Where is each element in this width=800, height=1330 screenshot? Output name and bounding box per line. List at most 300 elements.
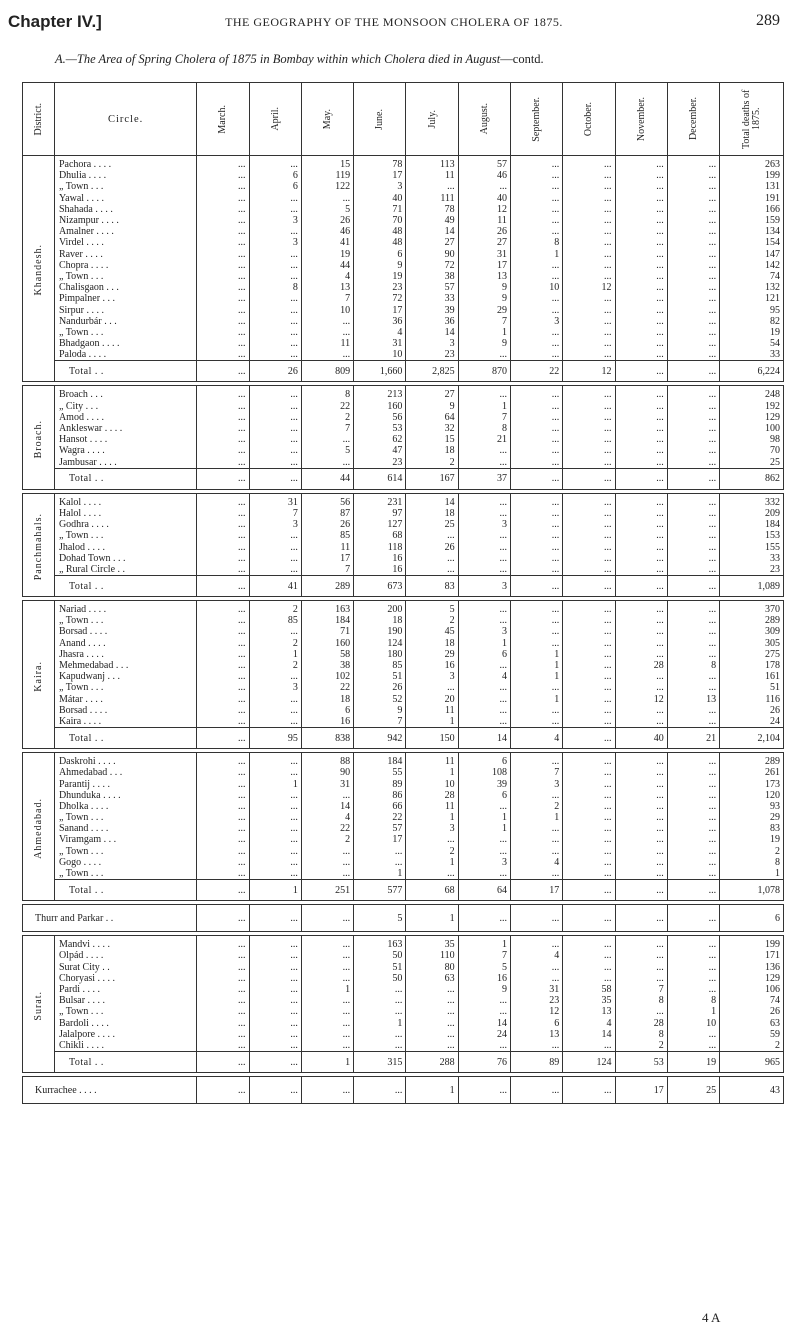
cell-value: ...: [249, 327, 301, 338]
circle-name: Nariad . . . .: [54, 601, 196, 616]
district-cell: [23, 753, 55, 901]
cell-value: ...: [301, 868, 353, 880]
cell-value: 48: [354, 226, 406, 237]
cell-value: ...: [615, 204, 667, 215]
table-row: [23, 553, 784, 564]
cell-value: ...: [667, 564, 719, 576]
cell-value: ...: [563, 434, 615, 445]
cell-value: 14: [406, 226, 458, 237]
cell-value: 6: [510, 1017, 562, 1028]
cell-value: 4: [510, 857, 562, 868]
cell-value: ...: [197, 753, 249, 768]
cell-value: ...: [249, 995, 301, 1006]
cell-value: ...: [563, 530, 615, 541]
cell-value: 7: [354, 716, 406, 728]
cell-value: ...: [510, 1040, 562, 1052]
cell-value: 127: [354, 519, 406, 530]
cell-value: 17: [301, 553, 353, 564]
cell-value: 90: [406, 249, 458, 260]
cell-value: 3: [249, 519, 301, 530]
table-row: [23, 215, 784, 226]
total-value: ...: [197, 576, 249, 597]
table-row: [23, 812, 784, 823]
cell-value: ...: [563, 962, 615, 973]
cell-value: ...: [615, 412, 667, 423]
total-value: ...: [563, 728, 615, 749]
cell-value: ...: [615, 1006, 667, 1017]
cell-value: 40: [354, 193, 406, 204]
total-row: [23, 880, 784, 901]
cell-value: 9: [458, 338, 510, 349]
cell-value: 14: [301, 801, 353, 812]
cell-value: ...: [249, 156, 301, 171]
cell-value: ...: [563, 868, 615, 880]
circle-name: „ Town . . .: [54, 615, 196, 626]
cell-value: ...: [615, 615, 667, 626]
total-label: Total . .: [54, 728, 196, 749]
cell-value: ...: [197, 790, 249, 801]
cell-value: ...: [301, 857, 353, 868]
cell-value: ...: [615, 401, 667, 412]
table-row: [23, 834, 784, 845]
cell-value: 17: [354, 170, 406, 181]
cell-value: 11: [406, 801, 458, 812]
cell-value: ...: [563, 327, 615, 338]
cell-value: ...: [197, 204, 249, 215]
cell-value: ...: [301, 1029, 353, 1040]
table-row: [23, 649, 784, 660]
cell-value: ...: [615, 682, 667, 693]
table-row: [23, 995, 784, 1006]
circle-name: „ Town . . .: [54, 181, 196, 192]
table-row: [23, 801, 784, 812]
cell-value: 2: [249, 601, 301, 616]
cell-value: ...: [301, 1017, 353, 1028]
cell-value: 28: [406, 790, 458, 801]
cell-value: 116: [720, 694, 784, 705]
cell-value: ...: [249, 753, 301, 768]
cell-value: 120: [720, 790, 784, 801]
cell-value: 18: [406, 508, 458, 519]
circle-name: Bardoli . . . .: [54, 1017, 196, 1028]
cell-value: 35: [406, 936, 458, 951]
cell-value: ...: [615, 834, 667, 845]
cell-value: 2: [249, 660, 301, 671]
cell-value: ...: [615, 823, 667, 834]
cell-value: ...: [458, 564, 510, 576]
circle-name: Jhasra . . . .: [54, 649, 196, 660]
district-label: Khandesh.: [32, 244, 44, 296]
cell-value: ...: [563, 304, 615, 315]
cell-value: ...: [406, 1006, 458, 1017]
table-row: [23, 778, 784, 789]
cell-value: ...: [563, 156, 615, 171]
cell-value: ...: [510, 508, 562, 519]
total-value: ...: [197, 468, 249, 489]
cell-value: ...: [406, 834, 458, 845]
total-value: ...: [249, 1052, 301, 1073]
cell-value: ...: [667, 530, 719, 541]
total-value: 289: [301, 576, 353, 597]
total-row: [23, 576, 784, 597]
total-value: 12: [563, 361, 615, 382]
cell-value: ...: [249, 694, 301, 705]
cell-value: ...: [197, 705, 249, 716]
cell-value: 1: [406, 1077, 458, 1104]
cell-value: 80: [406, 962, 458, 973]
cell-value: 3: [354, 181, 406, 192]
cell-value: ...: [406, 1029, 458, 1040]
cell-value: ...: [197, 271, 249, 282]
cell-value: ...: [563, 181, 615, 192]
cell-value: ...: [197, 601, 249, 616]
cell-value: ...: [458, 386, 510, 401]
cell-value: ...: [563, 260, 615, 271]
district-cell: [23, 493, 55, 596]
cell-value: 180: [354, 649, 406, 660]
cell-value: ...: [197, 434, 249, 445]
cell-value: ...: [301, 950, 353, 961]
cell-value: 153: [720, 530, 784, 541]
cell-value: ...: [458, 181, 510, 192]
cell-value: ...: [249, 671, 301, 682]
cell-value: 1: [458, 812, 510, 823]
cell-value: ...: [510, 868, 562, 880]
cell-value: ...: [406, 553, 458, 564]
cell-value: ...: [197, 973, 249, 984]
cell-value: 129: [720, 973, 784, 984]
total-value: 89: [510, 1052, 562, 1073]
cell-value: ...: [563, 493, 615, 508]
total-label: Total . .: [54, 576, 196, 597]
table-row: [23, 493, 784, 508]
total-value: ...: [667, 468, 719, 489]
cell-value: 74: [720, 271, 784, 282]
cell-value: ...: [667, 868, 719, 880]
cell-value: ...: [197, 682, 249, 693]
cell-value: 7: [249, 508, 301, 519]
table-row: [23, 601, 784, 616]
cell-value: ...: [458, 834, 510, 845]
cell-value: 199: [720, 936, 784, 951]
circle-name: Jalalpore . . . .: [54, 1029, 196, 1040]
cell-value: ...: [615, 156, 667, 171]
cell-value: 19: [354, 271, 406, 282]
cell-value: 248: [720, 386, 784, 401]
cell-value: ...: [615, 193, 667, 204]
cell-value: ...: [615, 304, 667, 315]
cell-value: ...: [615, 553, 667, 564]
cell-value: ...: [615, 226, 667, 237]
cell-value: ...: [563, 349, 615, 361]
table-row: [23, 790, 784, 801]
cell-value: 119: [301, 170, 353, 181]
cell-value: 3: [249, 682, 301, 693]
cell-value: ...: [563, 812, 615, 823]
cell-value: 9: [458, 282, 510, 293]
total-value: 942: [354, 728, 406, 749]
total-value: 2,825: [406, 361, 458, 382]
table-row: [23, 541, 784, 552]
total-value: 95: [249, 728, 301, 749]
cell-value: ...: [510, 327, 562, 338]
cell-value: 5: [458, 962, 510, 973]
cell-value: ...: [563, 445, 615, 456]
circle-name: Kurrachee . . . .: [23, 1077, 197, 1104]
cell-value: 17: [354, 834, 406, 845]
cell-value: 97: [354, 508, 406, 519]
cell-value: ...: [354, 857, 406, 868]
cell-value: 71: [354, 204, 406, 215]
cholera-deaths-table: [22, 82, 784, 1104]
cell-value: ...: [458, 868, 510, 880]
circle-name: Sirpur . . . .: [54, 304, 196, 315]
circle-name: Gogo . . . .: [54, 857, 196, 868]
table-row: [23, 973, 784, 984]
cell-value: 27: [458, 237, 510, 248]
total-value: 1,078: [720, 880, 784, 901]
cell-value: 32: [406, 423, 458, 434]
cell-value: ...: [563, 237, 615, 248]
total-value: 83: [406, 576, 458, 597]
cell-value: ...: [458, 660, 510, 671]
cell-value: ...: [301, 973, 353, 984]
cell-value: 178: [720, 660, 784, 671]
cell-value: 4: [301, 812, 353, 823]
cell-value: 173: [720, 778, 784, 789]
cell-value: ...: [249, 790, 301, 801]
total-label: Total . .: [54, 880, 196, 901]
cell-value: 25: [720, 457, 784, 469]
cell-value: ...: [667, 753, 719, 768]
circle-name: Dhulia . . . .: [54, 170, 196, 181]
cell-value: ...: [197, 260, 249, 271]
cell-value: 7: [301, 293, 353, 304]
cell-value: 275: [720, 649, 784, 660]
cell-value: 8: [249, 282, 301, 293]
district-cell: [23, 156, 55, 382]
cell-value: 12: [563, 282, 615, 293]
cell-value: ...: [249, 401, 301, 412]
cell-value: ...: [197, 282, 249, 293]
cell-value: 44: [301, 260, 353, 271]
cell-value: ...: [615, 962, 667, 973]
cell-value: 4: [510, 950, 562, 961]
cell-value: ...: [510, 626, 562, 637]
cell-value: 31: [301, 778, 353, 789]
cell-value: 132: [720, 282, 784, 293]
cell-value: ...: [667, 423, 719, 434]
cell-value: 1: [249, 778, 301, 789]
col-october: October.: [563, 83, 615, 156]
cell-value: ...: [249, 936, 301, 951]
circle-name: Amalner . . . .: [54, 226, 196, 237]
cell-value: 18: [406, 445, 458, 456]
cell-value: ...: [458, 905, 510, 932]
cell-value: ...: [510, 705, 562, 716]
cell-value: 49: [406, 215, 458, 226]
cell-value: 50: [354, 973, 406, 984]
table-row: [23, 753, 784, 768]
table-row: [23, 508, 784, 519]
cell-value: ...: [563, 857, 615, 868]
circle-name: „ Town . . .: [54, 530, 196, 541]
cell-value: ...: [563, 316, 615, 327]
cell-value: ...: [197, 984, 249, 995]
cell-value: 17: [458, 260, 510, 271]
cell-value: 58: [563, 984, 615, 995]
col-district: District.: [23, 83, 55, 156]
cell-value: 33: [406, 293, 458, 304]
cell-value: 28: [615, 660, 667, 671]
cell-value: 16: [458, 973, 510, 984]
cell-value: ...: [615, 753, 667, 768]
cell-value: ...: [615, 626, 667, 637]
table-row: [23, 868, 784, 880]
cell-value: ...: [197, 412, 249, 423]
cell-value: 171: [720, 950, 784, 961]
cell-value: ...: [667, 905, 719, 932]
cell-value: ...: [563, 226, 615, 237]
circle-name: Jhalod . . . .: [54, 541, 196, 552]
cell-value: 7: [301, 423, 353, 434]
cell-value: ...: [249, 626, 301, 637]
cell-value: ...: [615, 778, 667, 789]
cell-value: ...: [354, 1040, 406, 1052]
cell-value: ...: [667, 846, 719, 857]
cell-value: 261: [720, 767, 784, 778]
circle-name: Viramgam . . .: [54, 834, 196, 845]
cell-value: 159: [720, 215, 784, 226]
cell-value: 72: [406, 260, 458, 271]
cell-value: ...: [563, 423, 615, 434]
cell-value: 121: [720, 293, 784, 304]
table-row: [23, 170, 784, 181]
cell-value: 26: [458, 226, 510, 237]
single-circle-row: [23, 905, 784, 932]
cell-value: ...: [563, 823, 615, 834]
cell-value: 26: [720, 1006, 784, 1017]
cell-value: ...: [354, 1077, 406, 1104]
cell-value: 74: [720, 995, 784, 1006]
cell-value: ...: [615, 846, 667, 857]
cell-value: ...: [197, 615, 249, 626]
cell-value: 8: [720, 857, 784, 868]
circle-name: Pachora . . . .: [54, 156, 196, 171]
circle-name: Wagra . . . .: [54, 445, 196, 456]
cell-value: ...: [563, 753, 615, 768]
cell-value: ...: [510, 905, 562, 932]
cell-value: ...: [615, 857, 667, 868]
table-row: [23, 327, 784, 338]
district-cell: [23, 936, 55, 1073]
table-row: [23, 857, 784, 868]
cell-value: ...: [458, 716, 510, 728]
cell-value: ...: [615, 564, 667, 576]
cell-value: ...: [563, 801, 615, 812]
cell-value: ...: [667, 615, 719, 626]
cell-value: ...: [510, 1077, 562, 1104]
cell-value: ...: [667, 327, 719, 338]
table-row: [23, 349, 784, 361]
cell-value: ...: [510, 457, 562, 469]
col-circle: Circle.: [54, 83, 196, 156]
cell-value: 161: [720, 671, 784, 682]
cell-value: ...: [615, 716, 667, 728]
circle-name: Daskrohi . . . .: [54, 753, 196, 768]
table-row: [23, 304, 784, 315]
cell-value: ...: [667, 812, 719, 823]
cell-value: 45: [406, 626, 458, 637]
cell-value: 2: [615, 1040, 667, 1052]
table-row: [23, 401, 784, 412]
cell-value: ...: [249, 349, 301, 361]
table-caption: [55, 52, 790, 67]
cell-value: 36: [406, 316, 458, 327]
col-september: September.: [510, 83, 562, 156]
cell-value: ...: [406, 868, 458, 880]
cell-value: 58: [301, 649, 353, 660]
cell-value: 19: [301, 249, 353, 260]
cell-value: ...: [458, 1077, 510, 1104]
cell-value: ...: [667, 271, 719, 282]
cell-value: ...: [197, 156, 249, 171]
table-row: [23, 204, 784, 215]
cell-value: ...: [249, 857, 301, 868]
cell-value: ...: [249, 905, 301, 932]
cell-value: ...: [615, 601, 667, 616]
cell-value: ...: [615, 215, 667, 226]
circle-name: Parantij . . . .: [54, 778, 196, 789]
cell-value: 370: [720, 601, 784, 616]
circle-name: „ City . . .: [54, 401, 196, 412]
cell-value: ...: [510, 204, 562, 215]
circle-name: „ Rural Circle . .: [54, 564, 196, 576]
cell-value: ...: [301, 457, 353, 469]
cell-value: 20: [406, 694, 458, 705]
cell-value: ...: [354, 995, 406, 1006]
cell-value: ...: [197, 293, 249, 304]
circle-name: „ Town . . .: [54, 812, 196, 823]
total-value: 862: [720, 468, 784, 489]
cell-value: ...: [301, 962, 353, 973]
cell-value: 27: [406, 386, 458, 401]
total-value: 1: [301, 1052, 353, 1073]
cell-value: 51: [354, 671, 406, 682]
cell-value: 1: [354, 1017, 406, 1028]
cell-value: 1: [406, 905, 458, 932]
total-value: 577: [354, 880, 406, 901]
cell-value: ...: [563, 638, 615, 649]
cell-value: 118: [354, 541, 406, 552]
cell-value: 36: [354, 316, 406, 327]
cell-value: ...: [615, 950, 667, 961]
cell-value: ...: [249, 801, 301, 812]
cell-value: ...: [510, 193, 562, 204]
cell-value: 93: [720, 801, 784, 812]
total-value: ...: [615, 880, 667, 901]
circle-name: Mátar . . . .: [54, 694, 196, 705]
total-value: 14: [458, 728, 510, 749]
table-row: [23, 386, 784, 401]
cell-value: 9: [458, 984, 510, 995]
circle-name: Dohad Town . . .: [54, 553, 196, 564]
cell-value: 1: [458, 823, 510, 834]
chapter-label: Chapter IV.]: [8, 12, 102, 31]
cell-value: 2: [406, 457, 458, 469]
cell-value: 82: [720, 316, 784, 327]
total-value: ...: [667, 361, 719, 382]
